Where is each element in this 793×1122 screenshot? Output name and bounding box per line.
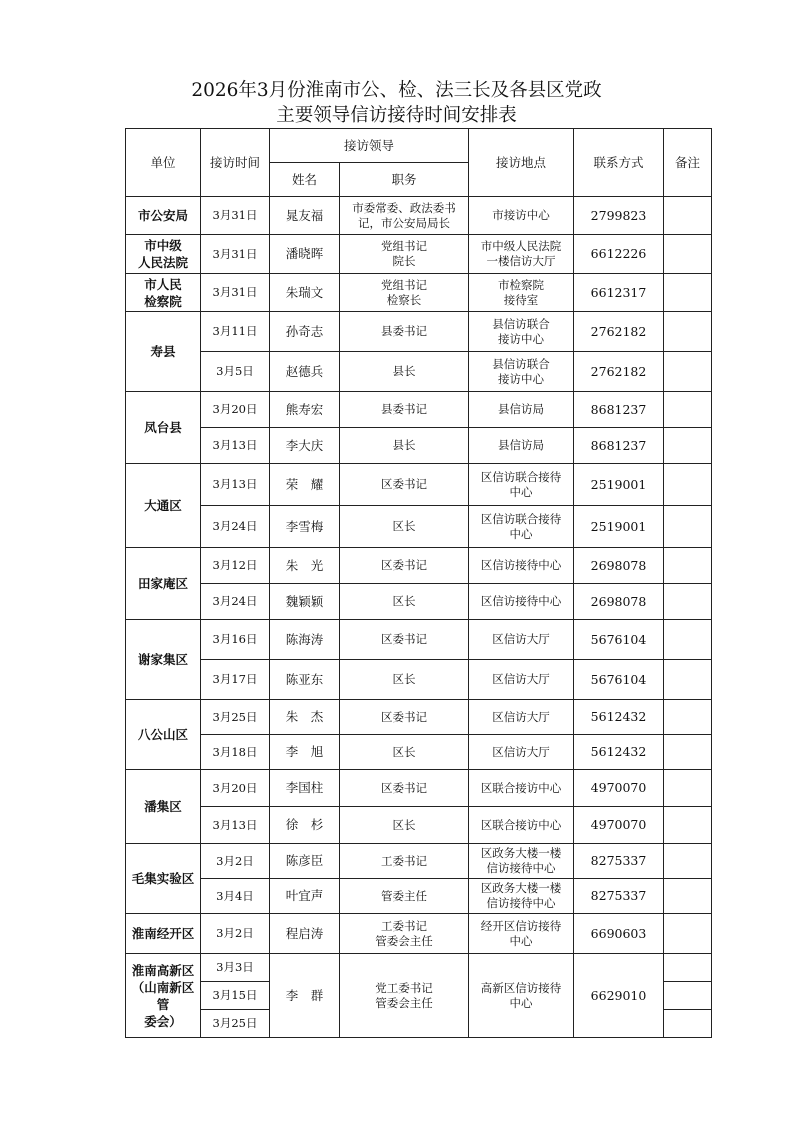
position-cell: 区委书记 [340,464,469,506]
header-contact: 联系方式 [574,129,664,197]
table-row [126,770,712,807]
position-cell: 管委主任 [340,879,469,914]
location-cell: 区联合接访中心 [469,807,574,844]
time-cell: 3月12日 [201,548,270,584]
header-time: 接访时间 [201,129,270,197]
position-cell: 区长 [340,506,469,548]
remark-cell [664,428,712,464]
unit-cell: 淮南经开区 [126,914,201,954]
name-cell: 陈亚东 [270,660,340,700]
name-cell: 朱 杰 [270,700,340,735]
page-title-line2: 主要领导信访接待时间安排表 [276,105,517,126]
table-row [126,700,712,735]
location-cell: 高新区信访接待 中心 [469,954,574,1038]
remark-cell [664,506,712,548]
unit-cell: 大通区 [126,464,201,548]
time-cell: 3月13日 [201,428,270,464]
remark-cell [664,807,712,844]
name-cell: 陈海涛 [270,620,340,660]
unit-cell: 淮南高新区 （山南新区管 委会） [126,954,201,1038]
time-cell: 3月2日 [201,914,270,954]
phone-cell: 2698078 [574,584,664,620]
name-cell: 晁友福 [270,197,340,235]
position-cell: 党组书记 检察长 [340,274,469,312]
location-cell: 市接访中心 [469,197,574,235]
position-cell: 区委书记 [340,620,469,660]
unit-cell: 田家庵区 [126,548,201,620]
remark-cell [664,392,712,428]
location-cell: 经开区信访接待 中心 [469,914,574,954]
name-cell: 李大庆 [270,428,340,464]
location-cell: 县信访局 [469,392,574,428]
time-cell: 3月25日 [201,700,270,735]
time-cell: 3月25日 [201,1010,270,1038]
location-cell: 县信访局 [469,428,574,464]
unit-cell: 市中级 人民法院 [126,235,201,274]
phone-cell: 4970070 [574,770,664,807]
phone-cell: 8681237 [574,392,664,428]
location-cell: 区信访大厅 [469,660,574,700]
name-cell: 程启涛 [270,914,340,954]
position-cell: 县长 [340,428,469,464]
table-row [126,392,712,428]
name-cell: 李 群 [270,954,340,1038]
name-cell: 魏颖颖 [270,584,340,620]
table-row [126,954,712,982]
location-cell: 区政务大楼一楼 信访接待中心 [469,879,574,914]
location-cell: 区信访大厅 [469,620,574,660]
table-row [126,660,712,700]
position-cell: 市委常委、政法委书 记，市公安局局长 [340,197,469,235]
position-cell: 县委书记 [340,312,469,352]
time-cell: 3月24日 [201,506,270,548]
header-leader: 接访领导 [270,129,469,163]
position-cell: 区委书记 [340,548,469,584]
remark-cell [664,660,712,700]
phone-cell: 5676104 [574,620,664,660]
phone-cell: 6612317 [574,274,664,312]
remark-cell [664,620,712,660]
location-cell: 区信访接待中心 [469,548,574,584]
time-cell: 3月5日 [201,352,270,392]
page-title-line1: 2026年3月份淮南市公、检、法三长及各县区党政 [191,80,602,101]
phone-cell: 2762182 [574,312,664,352]
unit-cell: 凤台县 [126,392,201,464]
remark-cell [664,879,712,914]
table-row [126,548,712,584]
remark-cell [664,584,712,620]
name-cell: 李国柱 [270,770,340,807]
table-row [126,735,712,770]
header-remark: 备注 [664,129,712,197]
location-cell: 区信访大厅 [469,735,574,770]
remark-cell [664,1010,712,1038]
time-cell: 3月3日 [201,954,270,982]
phone-cell: 4970070 [574,807,664,844]
name-cell: 叶宜声 [270,879,340,914]
name-cell: 朱瑞文 [270,274,340,312]
time-cell: 3月17日 [201,660,270,700]
remark-cell [664,735,712,770]
time-cell: 3月20日 [201,392,270,428]
unit-cell: 市公安局 [126,197,201,235]
remark-cell [664,954,712,982]
location-cell: 区信访大厅 [469,700,574,735]
table-row [126,506,712,548]
time-cell: 3月31日 [201,197,270,235]
phone-cell: 6690603 [574,914,664,954]
phone-cell: 2799823 [574,197,664,235]
position-cell: 区长 [340,807,469,844]
location-cell: 市中级人民法院 一楼信访大厅 [469,235,574,274]
table-row [126,197,712,235]
remark-cell [664,352,712,392]
location-cell: 区信访接待中心 [469,584,574,620]
location-cell: 区信访联合接待 中心 [469,506,574,548]
time-cell: 3月2日 [201,844,270,879]
time-cell: 3月4日 [201,879,270,914]
time-cell: 3月31日 [201,235,270,274]
phone-cell: 2519001 [574,464,664,506]
unit-cell: 寿县 [126,312,201,392]
name-cell: 潘晓晖 [270,235,340,274]
location-cell: 区政务大楼一楼 信访接待中心 [469,844,574,879]
phone-cell: 8275337 [574,844,664,879]
phone-cell: 2762182 [574,352,664,392]
unit-cell: 八公山区 [126,700,201,770]
table-row [126,807,712,844]
table-row [126,914,712,954]
name-cell: 赵德兵 [270,352,340,392]
name-cell: 陈彦臣 [270,844,340,879]
table-row [126,844,712,879]
name-cell: 李 旭 [270,735,340,770]
time-cell: 3月20日 [201,770,270,807]
schedule-table [125,128,712,1038]
position-cell: 工委书记 管委会主任 [340,914,469,954]
phone-cell: 5612432 [574,735,664,770]
remark-cell [664,770,712,807]
phone-cell: 8275337 [574,879,664,914]
table-row [126,352,712,392]
remark-cell [664,235,712,274]
time-cell: 3月31日 [201,274,270,312]
phone-cell: 6612226 [574,235,664,274]
time-cell: 3月11日 [201,312,270,352]
time-cell: 3月13日 [201,807,270,844]
position-cell: 党工委书记 管委会主任 [340,954,469,1038]
time-cell: 3月13日 [201,464,270,506]
location-cell: 县信访联合 接访中心 [469,312,574,352]
header-name: 姓名 [270,163,340,197]
table-row [126,620,712,660]
position-cell: 党组书记 院长 [340,235,469,274]
phone-cell: 8681237 [574,428,664,464]
phone-cell: 2698078 [574,548,664,584]
name-cell: 李雪梅 [270,506,340,548]
unit-cell: 潘集区 [126,770,201,844]
remark-cell [664,844,712,879]
name-cell: 朱 光 [270,548,340,584]
position-cell: 区委书记 [340,770,469,807]
remark-cell [664,274,712,312]
remark-cell [664,197,712,235]
header-position: 职务 [340,163,469,197]
table-row [126,584,712,620]
header-unit: 单位 [126,129,201,197]
position-cell: 区长 [340,660,469,700]
position-cell: 县委书记 [340,392,469,428]
remark-cell [664,464,712,506]
table-row [126,428,712,464]
time-cell: 3月16日 [201,620,270,660]
table-row [126,464,712,506]
location-cell: 区信访联合接待 中心 [469,464,574,506]
unit-cell: 谢家集区 [126,620,201,700]
name-cell: 熊寿宏 [270,392,340,428]
remark-cell [664,914,712,954]
location-cell: 区联合接访中心 [469,770,574,807]
phone-cell: 5676104 [574,660,664,700]
position-cell: 县长 [340,352,469,392]
name-cell: 荣 耀 [270,464,340,506]
location-cell: 市检察院 接待室 [469,274,574,312]
unit-cell: 市人民 检察院 [126,274,201,312]
name-cell: 孙奇志 [270,312,340,352]
time-cell: 3月24日 [201,584,270,620]
position-cell: 工委书记 [340,844,469,879]
table-row [126,235,712,274]
location-cell: 县信访联合 接访中心 [469,352,574,392]
remark-cell [664,548,712,584]
name-cell: 徐 杉 [270,807,340,844]
remark-cell [664,700,712,735]
phone-cell: 5612432 [574,700,664,735]
table-row [126,274,712,312]
phone-cell: 2519001 [574,506,664,548]
table-row [126,312,712,352]
remark-cell [664,982,712,1010]
header-location: 接访地点 [469,129,574,197]
remark-cell [664,312,712,352]
position-cell: 区委书记 [340,700,469,735]
unit-cell: 毛集实验区 [126,844,201,914]
time-cell: 3月15日 [201,982,270,1010]
time-cell: 3月18日 [201,735,270,770]
position-cell: 区长 [340,735,469,770]
phone-cell: 6629010 [574,954,664,1038]
position-cell: 区长 [340,584,469,620]
table-row [126,879,712,914]
